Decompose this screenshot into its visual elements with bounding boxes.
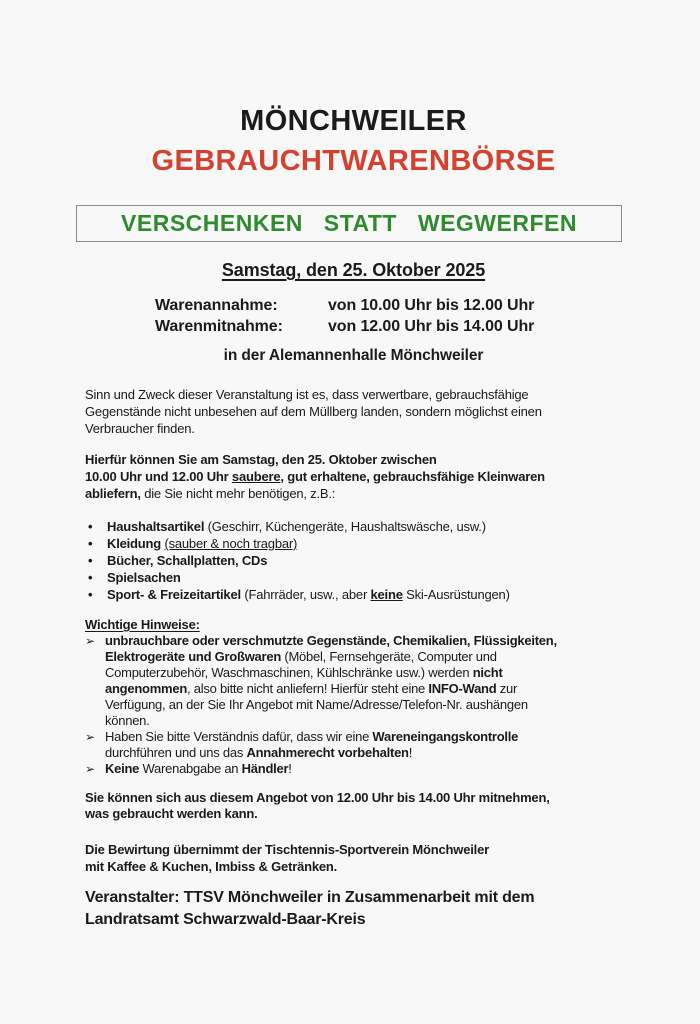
note-item-keine-haendler xyxy=(85,761,622,777)
text-run: abliefern, xyxy=(85,486,141,501)
text-run: 10.00 Uhr und 12.00 Uhr xyxy=(85,469,232,484)
text-run: , also bitte nicht anliefern! Hierfür steht eine xyxy=(187,681,429,696)
organizer-paragraph xyxy=(85,887,622,931)
text-run: (Möbel, Fernsehgeräte, Computer und xyxy=(281,649,497,664)
bold-run: Sport- & Freizeitartikel xyxy=(107,587,241,602)
text-run: Ski-Ausrüstungen) xyxy=(402,587,510,602)
event-date-heading: Samstag, den 25. Oktober 2025 xyxy=(221,260,486,280)
page-subtitle: GEBRAUCHTWARENBÖRSE xyxy=(151,145,556,177)
bullet-icon: • xyxy=(88,587,93,602)
underlined-run: saubere xyxy=(231,469,281,484)
text-line: mit Kaffee & Kuchen, Imbiss & Getränken. xyxy=(85,859,338,874)
delivery-paragraph xyxy=(85,451,622,502)
event-location: in der Alemannenhalle Mönchweiler xyxy=(223,347,484,364)
underlined-run: (sauber & noch tragbar) xyxy=(164,536,298,551)
page-title: MÖNCHWEILER xyxy=(240,105,467,137)
bold-run: Spielsachen xyxy=(107,570,181,585)
bold-run: Annahmerecht vorbehalten xyxy=(246,745,409,760)
note-text xyxy=(105,761,622,777)
notes-list xyxy=(85,633,622,777)
bold-run: angenommen xyxy=(105,681,188,696)
note-text xyxy=(105,633,622,729)
text-run: Warenabgabe an xyxy=(139,761,242,776)
text-run: (Geschirr, Küchengeräte, Haushaltswäsche, usw.) xyxy=(204,519,486,534)
text-run: (Fahrräder, usw., aber xyxy=(240,587,371,602)
time-value: von 12.00 Uhr bis 14.00 Uhr xyxy=(328,318,535,335)
intro-paragraph xyxy=(85,386,622,437)
item-text xyxy=(107,535,622,552)
arrow-bullet-icon: ➢ xyxy=(85,762,96,776)
banner-slogan: VERSCHENKEN STATT WEGWERFEN xyxy=(121,210,577,236)
text-run: Computerzubehör, Waschmaschinen, Kühlschränke usw.) werden xyxy=(105,665,473,680)
bold-run: Haushaltsartikel xyxy=(107,519,205,534)
times-table xyxy=(155,295,622,337)
text-run: zur xyxy=(496,681,518,696)
catering-paragraph xyxy=(85,841,622,875)
text-run: Haben Sie bitte Verständnis dafür, dass wir eine xyxy=(105,729,373,744)
item-text xyxy=(107,586,622,603)
time-label: Warenannahme: xyxy=(155,297,278,314)
note-item-unbrauchbare xyxy=(85,633,622,729)
text-line: Gegenstände nicht unbesehen auf dem Müllberg landen, sondern möglichst einen xyxy=(85,404,542,419)
text-line: Veranstalter: TTSV Mönchweiler in Zusammenarbeit mit dem xyxy=(85,889,535,906)
text-run: , gut erhaltene, gebrauchsfähige Kleinwaren xyxy=(280,469,545,484)
text-line: Verbraucher finden. xyxy=(85,421,195,436)
text-run: ! xyxy=(288,761,292,776)
bold-underlined-run: keine xyxy=(370,587,403,602)
arrow-bullet-icon: ➢ xyxy=(85,730,96,744)
bold-run: Händler xyxy=(241,761,289,776)
text-run: können. xyxy=(105,713,150,728)
text-line: was gebraucht werden kann. xyxy=(85,806,258,821)
bold-run: Wareneingangskontrolle xyxy=(372,729,519,744)
arrow-bullet-icon: ➢ xyxy=(85,634,96,648)
bold-run: INFO-Wand xyxy=(428,681,497,696)
list-item-buecher xyxy=(85,552,622,569)
bold-run: Bücher, Schallplatten, CDs xyxy=(107,553,268,568)
notes-heading: Wichtige Hinweise: xyxy=(85,617,200,632)
bullet-icon: • xyxy=(88,519,93,534)
text-line: Die Bewirtung übernimmt der Tischtennis-Sportverein Mönchweiler xyxy=(85,842,489,857)
text-line: Sie können sich aus diesem Angebot von 12.00 Uhr bis 14.00 Uhr mitnehmen, xyxy=(85,790,550,805)
time-row-mitnahme xyxy=(155,316,622,337)
time-row-annahme xyxy=(155,295,622,316)
list-item-sport-freizeit xyxy=(85,586,622,603)
note-text xyxy=(105,729,622,761)
text-run: Verfügung, an der Sie Ihr Angebot mit Name/Adresse/Telefon-Nr. aushängen xyxy=(105,697,528,712)
bold-run: Kleidung xyxy=(107,536,162,551)
text-line: Sinn und Zweck dieser Veranstaltung ist es, dass verwertbare, gebrauchsfähige xyxy=(85,387,529,402)
banner-box xyxy=(76,205,622,242)
bold-run: Elektrogeräte und Großwaren xyxy=(105,649,282,664)
bold-run: nicht xyxy=(472,665,503,680)
pickup-paragraph xyxy=(85,790,622,822)
bold-run: unbrauchbare oder verschmutzte Gegenstände, Chemikalien, Flüssigkeiten, xyxy=(105,633,557,648)
time-label: Warenmitnahme: xyxy=(155,318,283,335)
accepted-items-list xyxy=(85,518,622,603)
text-line: Landratsamt Schwarzwald-Baar-Kreis xyxy=(85,911,366,928)
bullet-icon: • xyxy=(88,536,93,551)
list-item-haushaltsartikel xyxy=(85,518,622,535)
list-item-kleidung xyxy=(85,535,622,552)
list-item-spielsachen xyxy=(85,569,622,586)
bold-run: Keine xyxy=(105,761,140,776)
bullet-icon: • xyxy=(88,570,93,585)
item-text xyxy=(107,552,622,569)
item-text xyxy=(107,569,622,586)
note-item-wareneingangskontrolle xyxy=(85,729,622,761)
text-run: die Sie nicht mehr benötigen, z.B.: xyxy=(140,486,336,501)
text-run: ! xyxy=(408,745,413,760)
time-value: von 10.00 Uhr bis 12.00 Uhr xyxy=(328,297,535,314)
bullet-icon: • xyxy=(88,553,93,568)
text-line: Hierfür können Sie am Samstag, den 25. Oktober zwischen xyxy=(85,452,437,467)
item-text xyxy=(107,518,622,535)
text-run: durchführen und uns das xyxy=(105,745,247,760)
